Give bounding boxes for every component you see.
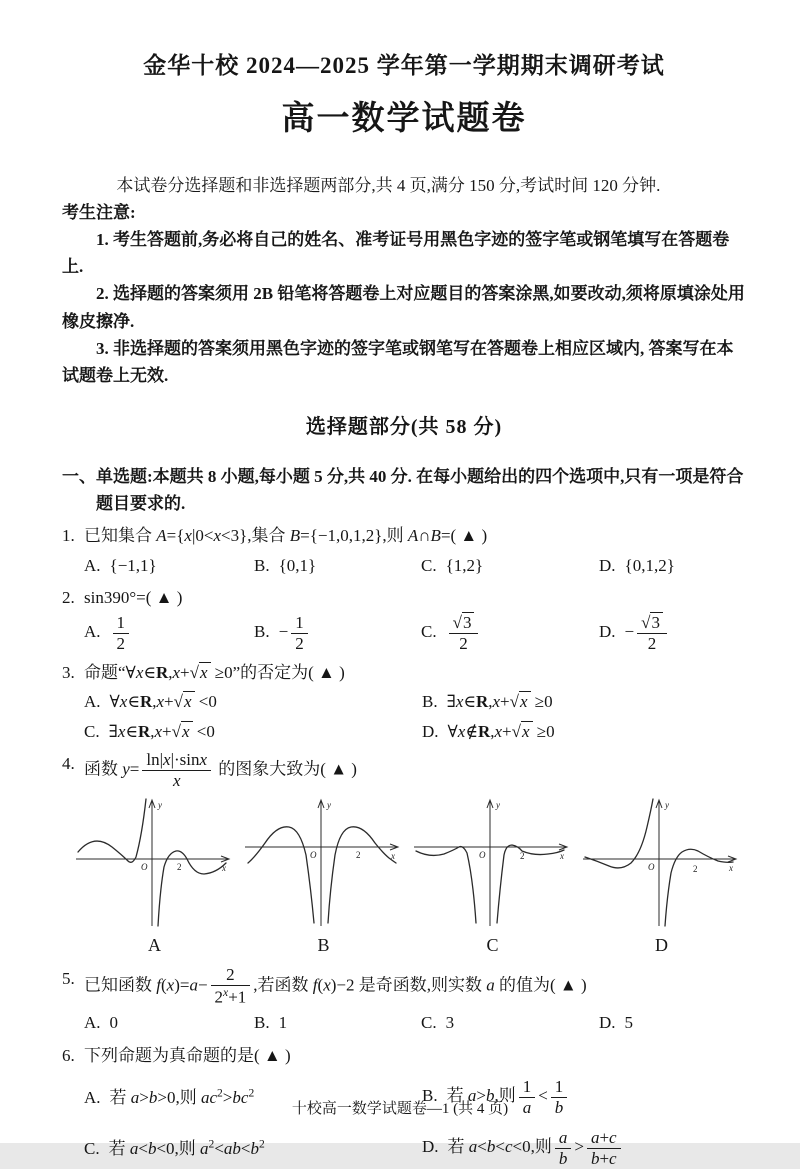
tick-label: 2 xyxy=(176,861,181,872)
q5-options xyxy=(62,1009,746,1036)
option-label: A. xyxy=(84,1087,101,1107)
q5-option-a xyxy=(84,1009,254,1036)
notice-item-1: 1. 考生答题前,务必将自己的姓名、准考证号用黑色字迹的签字笔或钢笔填写在答题卷上. xyxy=(62,229,730,277)
question-3 xyxy=(62,659,746,745)
option-content: 5 xyxy=(624,1013,634,1033)
option-content: {−1,1} xyxy=(109,555,157,575)
question-stem: 命题“∀x∈R,x+√x ≥0”的否定为( ▲ ) xyxy=(84,663,345,683)
question-2 xyxy=(62,584,746,654)
option-content: ∀x∈R,x+√x <0 xyxy=(109,692,217,712)
question-stem: 已知函数 f(x)=a− $\frac{2}{2^x+1}$ ,若函数 f(x)−2 是奇函数,则实数 a 的值为( ▲ ) xyxy=(84,964,587,1007)
graph-option-d xyxy=(577,795,746,960)
curve-left-branch xyxy=(78,799,146,862)
q1-option-a xyxy=(84,552,254,579)
option-content: ∀x∉R,x+√x ≥0 xyxy=(447,721,555,741)
curve-right-branch xyxy=(158,851,226,926)
page-subtitle: 高一数学试题卷 xyxy=(281,100,527,137)
question-5 xyxy=(62,965,746,1037)
option-content: 若 a<b<0,则 $a^2<ab<b^2$ xyxy=(108,1137,265,1158)
function-graph-d xyxy=(581,795,743,931)
q3-options-row-2 xyxy=(62,718,746,745)
q4-graph-choices xyxy=(70,795,746,960)
q4-stem-line xyxy=(62,750,746,791)
page-title: 金华十校 2024—2025 学年第一学期期末调研考试 xyxy=(143,53,665,78)
option-label: A. xyxy=(84,555,101,575)
graph-letter: C xyxy=(486,934,499,955)
notice-item-3: 3. 非选择题的答案须用黑色字迹的签字笔或钢笔写在答题卷上相应区域内, 答案写在本试题卷上无效. xyxy=(62,338,734,385)
curve-right-branch xyxy=(497,845,564,923)
section-heading: 选择题部分(共 58 分) xyxy=(305,416,503,439)
graph-letter: D xyxy=(655,934,668,955)
origin-label: O xyxy=(647,861,654,872)
option-content: ∃x∈R,x+√x ≥0 xyxy=(446,692,553,712)
graph-option-c xyxy=(408,795,577,960)
q6-option-d xyxy=(422,1128,746,1169)
origin-label: O xyxy=(140,861,147,872)
option-content: ∃x∈R,x+√x <0 xyxy=(108,721,215,741)
option-label: C. xyxy=(84,721,100,741)
q2-option-b xyxy=(254,613,421,654)
q5-option-c xyxy=(421,1009,599,1036)
q2-options xyxy=(62,613,746,654)
q5-option-d xyxy=(599,1009,746,1036)
option-label: D. xyxy=(599,555,616,575)
question-number: 4. xyxy=(62,753,75,773)
tick-label: 2 xyxy=(355,849,360,860)
origin-label: O xyxy=(478,849,485,860)
q1-options xyxy=(62,552,746,579)
option-label: B. xyxy=(254,1013,270,1033)
graph-option-b xyxy=(239,795,408,960)
function-graph-b xyxy=(243,795,405,931)
q3-stem-line xyxy=(62,659,746,686)
option-content: − $\frac{1}{2}$ xyxy=(279,622,311,641)
origin-label: O xyxy=(309,849,316,860)
q6-stem-line xyxy=(62,1042,746,1069)
option-label: D. xyxy=(599,1013,616,1033)
q3-option-a xyxy=(84,688,422,715)
question-1 xyxy=(62,522,746,578)
option-label: C. xyxy=(421,555,437,575)
y-axis-label: y xyxy=(326,799,331,810)
notice-item-2: 2. 选择题的答案须用 2B 铅笔将答题卷上对应题目的答案涂黑,如要改动,须将原填涂处用橡皮擦净. xyxy=(62,284,745,331)
option-label: B. xyxy=(422,1086,438,1106)
option-content: {1,2} xyxy=(445,555,484,575)
question-stem: 已知集合 A={x|0<x<3},集合 B={−1,0,1,2},则 A∩B=( ▲ ) xyxy=(84,526,488,546)
option-content: 若 a<b<c<0,则 $\frac{a}{b}$ > $\frac{a+c}{b+c}$ xyxy=(448,1137,624,1156)
graph-letter: B xyxy=(317,934,330,955)
q5-option-b xyxy=(254,1009,421,1036)
option-label: C. xyxy=(421,622,437,642)
graph-option-a xyxy=(70,795,239,960)
option-content: $\frac{1}{2}$ xyxy=(110,622,133,641)
q3-option-b xyxy=(422,688,746,715)
option-label: C. xyxy=(421,1013,437,1033)
curve-left-branch xyxy=(248,827,314,923)
part-one-intro: 一、单选题:本题共 8 小题,每小题 5 分,共 40 分. 在每小题给出的四个选项中,只有一项是符合题目要求的. xyxy=(62,467,744,514)
option-label: B. xyxy=(254,555,270,575)
notice-heading: 考生注意: xyxy=(62,202,136,222)
q5-stem-line xyxy=(62,965,746,1008)
q3-options-row-1 xyxy=(62,688,746,715)
y-axis-label: y xyxy=(495,799,500,810)
option-label: D. xyxy=(422,1137,439,1157)
y-axis-label: y xyxy=(664,799,669,810)
q2-option-c xyxy=(421,613,599,654)
option-content: − $\frac{√3}{2}$ xyxy=(625,622,670,641)
option-label: D. xyxy=(599,622,616,642)
q3-option-c xyxy=(84,718,422,745)
y-axis-label: y xyxy=(157,799,162,810)
question-number: 2. xyxy=(62,587,75,607)
question-number: 3. xyxy=(62,663,75,683)
option-content: 0 xyxy=(109,1013,119,1033)
curve-right-branch xyxy=(328,827,396,923)
curve-left-branch xyxy=(585,799,653,868)
q6-option-c xyxy=(84,1135,422,1162)
x-axis-label: x xyxy=(559,850,564,861)
option-content: {0,1,2} xyxy=(624,555,675,575)
page-footer: 十校高一数学试题卷—1 (共 4 页) xyxy=(291,1101,509,1117)
tick-label: 2 xyxy=(692,863,697,874)
question-number: 5. xyxy=(62,968,75,988)
curve-right-branch xyxy=(665,849,733,926)
exam-intro: 本试卷分选择题和非选择题两部分,共 4 页,满分 150 分,考试时间 120 分钟. xyxy=(116,175,661,195)
question-stem: 下列命题为真命题的是( ▲ ) xyxy=(84,1045,291,1065)
option-label: A. xyxy=(84,692,101,712)
option-label: C. xyxy=(84,1138,100,1158)
q6-options-row-2 xyxy=(62,1128,746,1169)
function-graph-c xyxy=(412,795,574,931)
option-content: 若 a>b>0,则 $ac^2>bc^2$ xyxy=(109,1086,255,1107)
option-label: D. xyxy=(422,721,439,741)
option-content: 若 a>b,则 $\frac{1}{a}$ < $\frac{1}{b}$ xyxy=(447,1086,571,1105)
option-content: 3 xyxy=(445,1013,455,1033)
curve-left-branch xyxy=(416,846,476,922)
question-stem: sin390°=( ▲ ) xyxy=(84,587,183,607)
q1-option-c xyxy=(421,552,599,579)
tick-label: 2 xyxy=(519,850,524,861)
q2-stem-line xyxy=(62,584,746,611)
q3-option-d xyxy=(422,718,746,745)
q2-option-d xyxy=(599,613,746,654)
q2-option-a xyxy=(84,613,254,654)
function-graph-a xyxy=(74,795,236,931)
q1-option-d xyxy=(599,552,746,579)
x-axis-label: x xyxy=(221,862,226,873)
option-label: B. xyxy=(254,622,270,642)
x-axis-label: x xyxy=(728,862,733,873)
option-content: 1 xyxy=(278,1013,288,1033)
option-content: {0,1} xyxy=(278,555,317,575)
question-number: 6. xyxy=(62,1045,75,1065)
question-4 xyxy=(62,750,746,960)
option-content: $\frac{√3}{2}$ xyxy=(446,622,482,641)
option-label: A. xyxy=(84,1013,101,1033)
q1-option-b xyxy=(254,552,421,579)
option-label: B. xyxy=(422,692,438,712)
q1-stem-line xyxy=(62,522,746,549)
question-number: 1. xyxy=(62,526,75,546)
question-stem: 函数 y= $\frac{\ln|x|\cdot\sin x}{x}$ 的图象大致为( ▲ ) xyxy=(84,749,357,790)
option-label: A. xyxy=(84,622,101,642)
x-axis-label: x xyxy=(390,850,395,861)
graph-letter: A xyxy=(148,934,161,955)
